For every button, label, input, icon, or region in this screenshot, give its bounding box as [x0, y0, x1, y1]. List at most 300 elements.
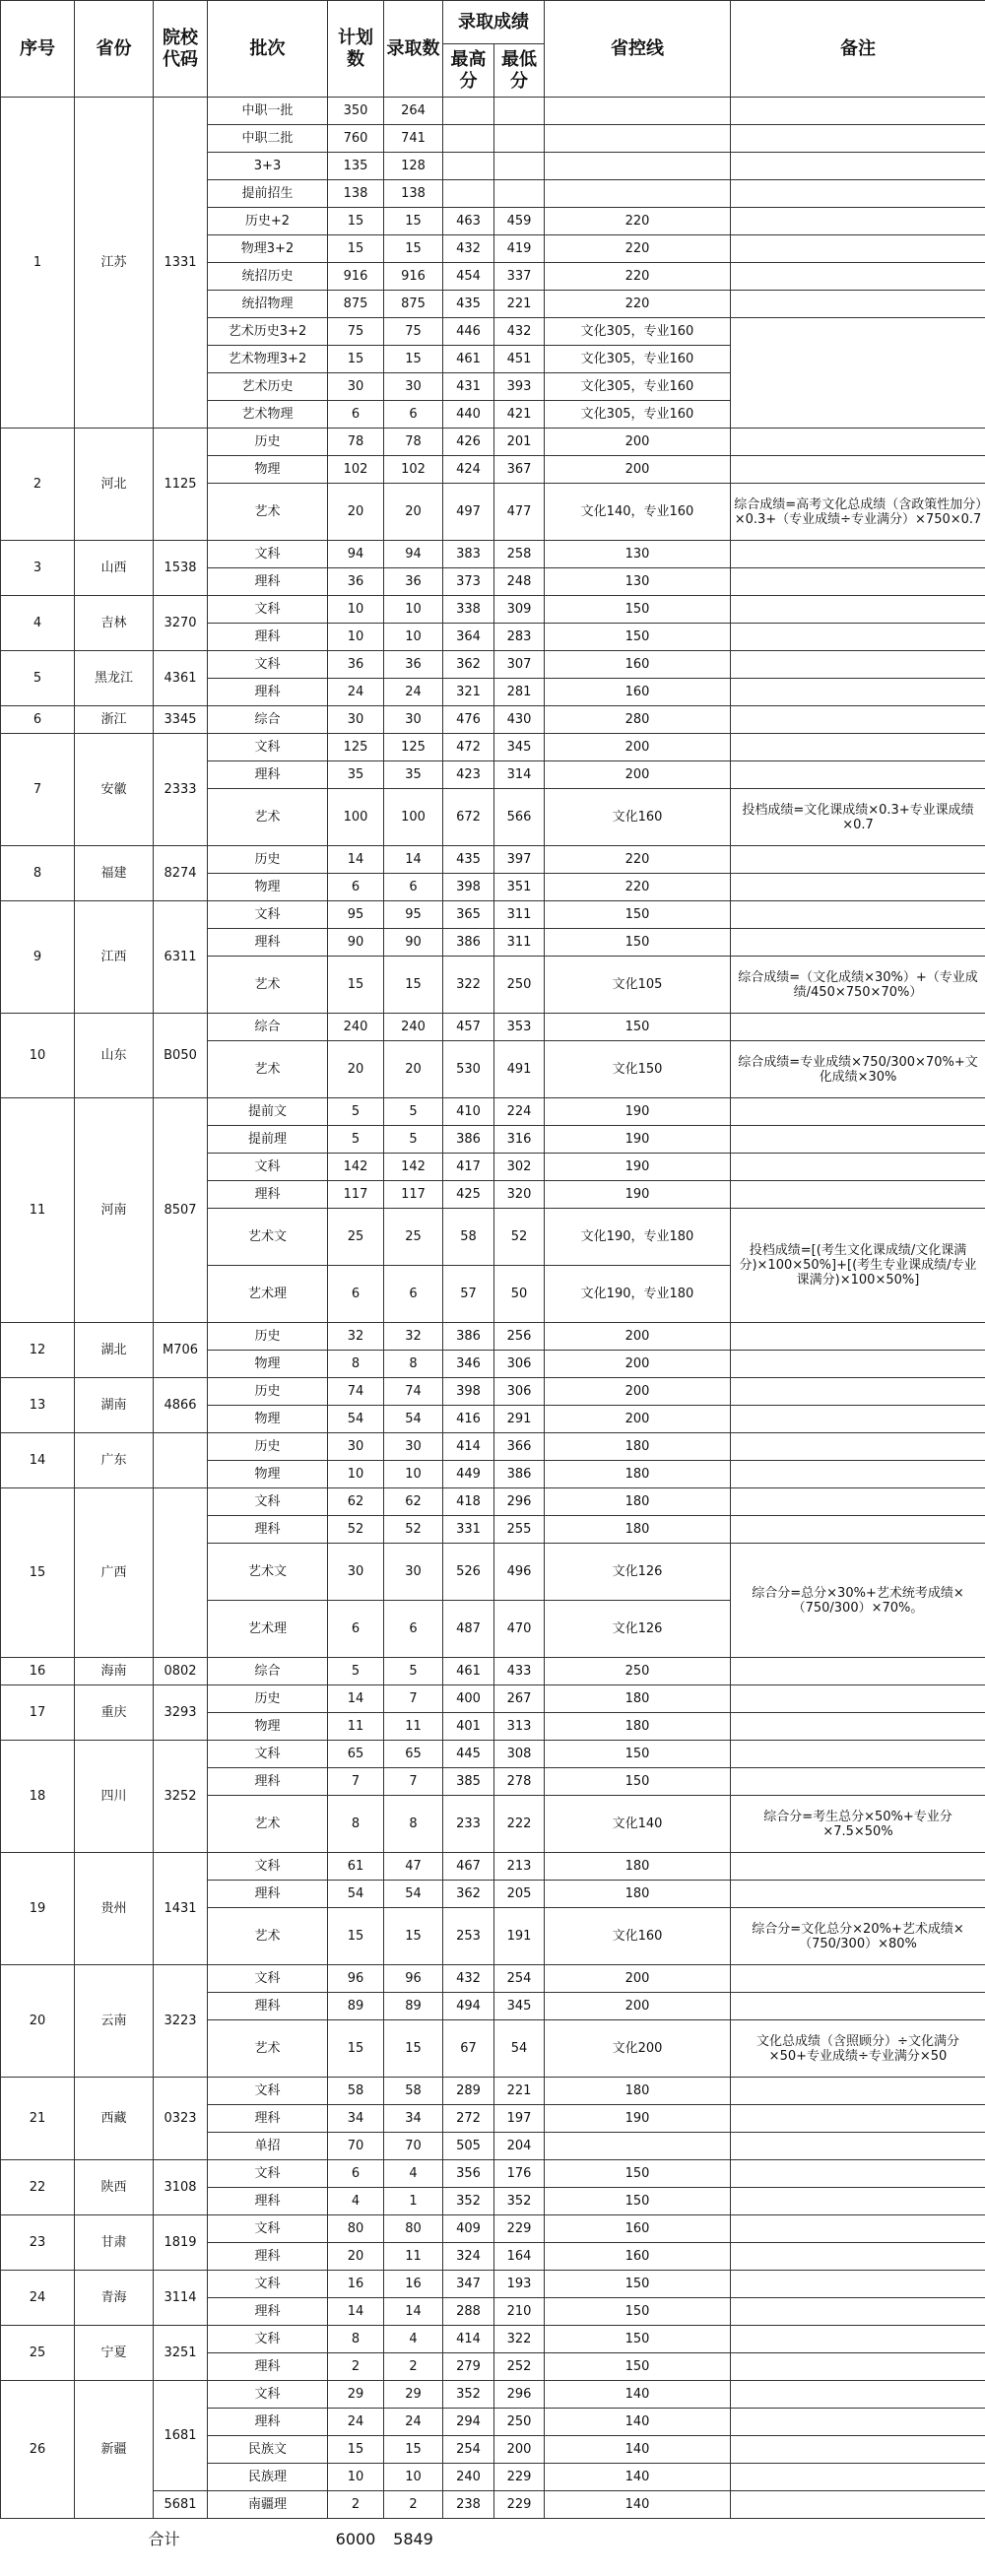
control-line-cell: 160: [545, 2243, 731, 2271]
plan-cell: 14: [328, 846, 384, 874]
header-control-line: 省控线: [545, 1, 731, 98]
max-score-cell: 423: [443, 761, 494, 789]
control-line-cell: 文化200: [545, 2020, 731, 2078]
batch-cell: 南疆理: [208, 2491, 328, 2519]
control-line-cell: 150: [545, 2298, 731, 2326]
admit-cell: 4: [384, 2326, 443, 2353]
batch-cell: 艺术: [208, 1908, 328, 1965]
province-cell: 广西: [75, 1488, 154, 1658]
note-cell: [731, 1378, 985, 1406]
province-cell: 重庆: [75, 1685, 154, 1741]
admit-cell: 7: [384, 1768, 443, 1796]
code-cell: [154, 1488, 208, 1658]
table-row: [1, 98, 985, 125]
max-score-cell: 400: [443, 1685, 494, 1713]
max-score-cell: 365: [443, 901, 494, 929]
control-line-cell: 文化105: [545, 957, 731, 1014]
min-score-cell: 397: [494, 846, 545, 874]
note-cell: 综合成绩=高考文化总成绩（含政策性加分）×0.3+（专业成绩÷专业满分）×750×0.7: [731, 484, 985, 541]
max-score-cell: 409: [443, 2215, 494, 2243]
admit-cell: 29: [384, 2381, 443, 2409]
max-score-cell: 347: [443, 2271, 494, 2298]
max-score-cell: 457: [443, 1014, 494, 1041]
province-cell: 陕西: [75, 2160, 154, 2215]
seq-cell: 6: [1, 706, 75, 734]
plan-cell: 875: [328, 291, 384, 318]
min-score-cell: 224: [494, 1098, 545, 1126]
control-line-cell: 160: [545, 679, 731, 706]
province-cell: 河北: [75, 429, 154, 541]
plan-cell: 6: [328, 2160, 384, 2188]
code-cell: 3252: [154, 1741, 208, 1853]
code-cell: 5681: [154, 2491, 208, 2519]
max-score-cell: 431: [443, 373, 494, 401]
min-score-cell: 314: [494, 761, 545, 789]
plan-cell: 24: [328, 2409, 384, 2436]
table-body: [1, 98, 985, 2519]
admit-cell: 54: [384, 1881, 443, 1908]
min-score-cell: 345: [494, 734, 545, 761]
plan-cell: 15: [328, 1908, 384, 1965]
batch-cell: 理科: [208, 624, 328, 651]
admit-cell: 741: [384, 125, 443, 153]
admit-cell: 8: [384, 1351, 443, 1378]
max-score-cell: 445: [443, 1741, 494, 1768]
header-province: 省份: [75, 1, 154, 98]
admit-cell: 20: [384, 1041, 443, 1098]
seq-cell: 5: [1, 651, 75, 706]
province-cell: 西藏: [75, 2078, 154, 2160]
note-cell: [731, 1516, 985, 1544]
note-cell: [731, 1461, 985, 1488]
max-score-cell: 417: [443, 1154, 494, 1181]
note-cell: [731, 1323, 985, 1351]
max-score-cell: 526: [443, 1544, 494, 1601]
code-cell: 1681: [154, 2381, 208, 2491]
admit-cell: 14: [384, 846, 443, 874]
note-cell: [731, 1993, 985, 2020]
code-cell: 3345: [154, 706, 208, 734]
total-label: 合计: [1, 2519, 328, 2560]
max-score-cell: 288: [443, 2298, 494, 2326]
min-score-cell: 366: [494, 1433, 545, 1461]
min-score-cell: 311: [494, 901, 545, 929]
header-min-score: 最低分: [494, 44, 545, 98]
note-cell: [731, 2105, 985, 2133]
note-cell: [731, 2326, 985, 2353]
admit-cell: 6: [384, 1266, 443, 1323]
seq-cell: 19: [1, 1853, 75, 1965]
plan-cell: 24: [328, 679, 384, 706]
min-score-cell: 367: [494, 456, 545, 484]
max-score-cell: 338: [443, 596, 494, 624]
max-score-cell: [443, 180, 494, 208]
admit-cell: 102: [384, 456, 443, 484]
min-score-cell: 430: [494, 706, 545, 734]
plan-cell: 7: [328, 1768, 384, 1796]
min-score-cell: 258: [494, 541, 545, 568]
max-score-cell: 398: [443, 874, 494, 901]
max-score-cell: [443, 153, 494, 180]
table-row: [1, 651, 985, 679]
seq-cell: 7: [1, 734, 75, 846]
table-row: [1, 846, 985, 874]
admit-cell: 916: [384, 263, 443, 291]
seq-cell: 12: [1, 1323, 75, 1378]
batch-cell: 统招物理: [208, 291, 328, 318]
note-cell: [731, 235, 985, 263]
admit-cell: 65: [384, 1741, 443, 1768]
max-score-cell: 426: [443, 429, 494, 456]
note-cell: 综合分=总分×30%+艺术统考成绩×（750/300）×70%。: [731, 1544, 985, 1658]
total-plan: 6000: [328, 2519, 384, 2560]
header-max-score: 最高分: [443, 44, 494, 98]
plan-cell: 138: [328, 180, 384, 208]
batch-cell: 提前文: [208, 1098, 328, 1126]
batch-cell: 文科: [208, 734, 328, 761]
plan-cell: 30: [328, 706, 384, 734]
plan-cell: 916: [328, 263, 384, 291]
note-cell: [731, 734, 985, 761]
admit-cell: 90: [384, 929, 443, 957]
note-cell: [731, 1181, 985, 1209]
batch-cell: 物理: [208, 456, 328, 484]
plan-cell: 125: [328, 734, 384, 761]
batch-cell: 综合: [208, 1014, 328, 1041]
batch-cell: 3+3: [208, 153, 328, 180]
note-cell: 综合分=文化总分×20%+艺术成绩×（750/300）×80%: [731, 1908, 985, 1965]
max-score-cell: 385: [443, 1768, 494, 1796]
admit-cell: 30: [384, 1433, 443, 1461]
min-score-cell: 306: [494, 1351, 545, 1378]
seq-cell: 24: [1, 2271, 75, 2326]
min-score-cell: 278: [494, 1768, 545, 1796]
control-line-cell: 文化160: [545, 1908, 731, 1965]
control-line-cell: 150: [545, 2160, 731, 2188]
max-score-cell: 414: [443, 1433, 494, 1461]
batch-cell: 理科: [208, 2409, 328, 2436]
plan-cell: 34: [328, 2105, 384, 2133]
max-score-cell: 294: [443, 2409, 494, 2436]
admit-cell: 11: [384, 1713, 443, 1741]
plan-cell: 8: [328, 1351, 384, 1378]
plan-cell: 15: [328, 208, 384, 235]
note-cell: [731, 2078, 985, 2105]
province-cell: 江苏: [75, 98, 154, 429]
plan-cell: 20: [328, 1041, 384, 1098]
max-score-cell: 530: [443, 1041, 494, 1098]
header-admit: 录取数: [384, 1, 443, 98]
max-score-cell: 352: [443, 2381, 494, 2409]
seq-cell: 15: [1, 1488, 75, 1658]
min-score-cell: 221: [494, 2078, 545, 2105]
admit-cell: 138: [384, 180, 443, 208]
admit-cell: 34: [384, 2105, 443, 2133]
plan-cell: 62: [328, 1488, 384, 1516]
plan-cell: 15: [328, 235, 384, 263]
max-score-cell: 383: [443, 541, 494, 568]
plan-cell: 5: [328, 1098, 384, 1126]
min-score-cell: 337: [494, 263, 545, 291]
control-line-cell: 180: [545, 1433, 731, 1461]
note-cell: [731, 541, 985, 568]
max-score-cell: 497: [443, 484, 494, 541]
plan-cell: 6: [328, 1266, 384, 1323]
code-cell: 2333: [154, 734, 208, 846]
min-score-cell: [494, 180, 545, 208]
batch-cell: 理科: [208, 568, 328, 596]
batch-cell: 文科: [208, 596, 328, 624]
admit-cell: 15: [384, 1908, 443, 1965]
max-score-cell: 364: [443, 624, 494, 651]
header-seq: 序号: [1, 1, 75, 98]
plan-cell: 30: [328, 1544, 384, 1601]
plan-cell: 2: [328, 2353, 384, 2381]
min-score-cell: 52: [494, 1209, 545, 1266]
note-cell: [731, 1685, 985, 1713]
table-row: [1, 1741, 985, 1768]
table-row: [1, 541, 985, 568]
control-line-cell: 220: [545, 874, 731, 901]
control-line-cell: 220: [545, 235, 731, 263]
province-cell: 甘肃: [75, 2215, 154, 2271]
admit-cell: 20: [384, 484, 443, 541]
note-cell: 综合分=考生总分×50%+专业分×7.5×50%: [731, 1796, 985, 1853]
plan-cell: 100: [328, 789, 384, 846]
table-row: [1, 2326, 985, 2353]
control-line-cell: 200: [545, 1351, 731, 1378]
note-cell: [731, 1488, 985, 1516]
max-score-cell: 435: [443, 291, 494, 318]
plan-cell: 35: [328, 761, 384, 789]
min-score-cell: [494, 98, 545, 125]
admit-cell: 15: [384, 208, 443, 235]
note-cell: [731, 2188, 985, 2215]
batch-cell: 理科: [208, 1181, 328, 1209]
control-line-cell: 180: [545, 1713, 731, 1741]
batch-cell: 物理3+2: [208, 235, 328, 263]
batch-cell: 物理: [208, 1713, 328, 1741]
batch-cell: 文科: [208, 651, 328, 679]
note-cell: [731, 2243, 985, 2271]
note-cell: [731, 2160, 985, 2188]
min-score-cell: 256: [494, 1323, 545, 1351]
min-score-cell: 322: [494, 2326, 545, 2353]
control-line-cell: 文化160: [545, 789, 731, 846]
admit-cell: 58: [384, 2078, 443, 2105]
control-line-cell: 140: [545, 2464, 731, 2491]
note-cell: [731, 929, 985, 957]
plan-cell: 36: [328, 568, 384, 596]
plan-cell: 117: [328, 1181, 384, 1209]
header-note: 备注: [731, 1, 985, 98]
note-cell: [731, 1154, 985, 1181]
max-score-cell: 57: [443, 1266, 494, 1323]
plan-cell: 16: [328, 2271, 384, 2298]
min-score-cell: 309: [494, 596, 545, 624]
max-score-cell: 331: [443, 1516, 494, 1544]
batch-cell: 民族理: [208, 2464, 328, 2491]
batch-cell: 艺术: [208, 1041, 328, 1098]
total-blank: [443, 2519, 985, 2560]
admit-cell: 5: [384, 1126, 443, 1154]
province-cell: 河南: [75, 1098, 154, 1323]
max-score-cell: 373: [443, 568, 494, 596]
batch-cell: 中职一批: [208, 98, 328, 125]
min-score-cell: 296: [494, 2381, 545, 2409]
batch-cell: 历史: [208, 1378, 328, 1406]
note-cell: 文化总成绩（含照顾分）÷文化满分×50+专业成绩÷专业满分×50: [731, 2020, 985, 2078]
max-score-cell: 254: [443, 2436, 494, 2464]
min-score-cell: 496: [494, 1544, 545, 1601]
plan-cell: 14: [328, 2298, 384, 2326]
note-cell: [731, 1433, 985, 1461]
batch-cell: 艺术文: [208, 1544, 328, 1601]
min-score-cell: 313: [494, 1713, 545, 1741]
table-row: [1, 1853, 985, 1881]
batch-cell: 文科: [208, 2381, 328, 2409]
admit-cell: 1: [384, 2188, 443, 2215]
plan-cell: 96: [328, 1965, 384, 1993]
plan-cell: 32: [328, 1323, 384, 1351]
seq-cell: 2: [1, 429, 75, 541]
control-line-cell: 200: [545, 456, 731, 484]
seq-cell: 4: [1, 596, 75, 651]
control-line-cell: 130: [545, 568, 731, 596]
control-line-cell: 150: [545, 2353, 731, 2381]
note-cell: [731, 846, 985, 874]
min-score-cell: 176: [494, 2160, 545, 2188]
max-score-cell: 494: [443, 1993, 494, 2020]
min-score-cell: 419: [494, 235, 545, 263]
min-score-cell: 296: [494, 1488, 545, 1516]
province-cell: 湖南: [75, 1378, 154, 1433]
max-score-cell: 322: [443, 957, 494, 1014]
control-line-cell: 文化140: [545, 1796, 731, 1853]
batch-cell: 文科: [208, 1853, 328, 1881]
plan-cell: 15: [328, 957, 384, 1014]
note-cell: [731, 429, 985, 456]
note-cell: [731, 2298, 985, 2326]
control-line-cell: 180: [545, 1516, 731, 1544]
admit-cell: 94: [384, 541, 443, 568]
max-score-cell: 424: [443, 456, 494, 484]
min-score-cell: 308: [494, 1741, 545, 1768]
batch-cell: 理科: [208, 1516, 328, 1544]
min-score-cell: 307: [494, 651, 545, 679]
table-row: [1, 1098, 985, 1126]
batch-cell: 艺术: [208, 957, 328, 1014]
min-score-cell: 306: [494, 1378, 545, 1406]
min-score-cell: 451: [494, 346, 545, 373]
code-cell: 4361: [154, 651, 208, 706]
province-cell: 湖北: [75, 1323, 154, 1378]
plan-cell: 142: [328, 1154, 384, 1181]
batch-cell: 文科: [208, 2271, 328, 2298]
admit-cell: 70: [384, 2133, 443, 2160]
province-cell: 云南: [75, 1965, 154, 2078]
seq-cell: 10: [1, 1014, 75, 1098]
min-score-cell: 229: [494, 2491, 545, 2519]
plan-cell: 15: [328, 2436, 384, 2464]
batch-cell: 历史: [208, 1685, 328, 1713]
table-row: [1, 734, 985, 761]
plan-cell: 2: [328, 2491, 384, 2519]
province-cell: 浙江: [75, 706, 154, 734]
admit-cell: 78: [384, 429, 443, 456]
max-score-cell: 386: [443, 1126, 494, 1154]
max-score-cell: 425: [443, 1181, 494, 1209]
batch-cell: 中职二批: [208, 125, 328, 153]
control-line-cell: [545, 98, 731, 125]
control-line-cell: 180: [545, 2078, 731, 2105]
min-score-cell: 164: [494, 2243, 545, 2271]
admit-cell: 8: [384, 1796, 443, 1853]
note-cell: [731, 1098, 985, 1126]
admit-cell: 14: [384, 2298, 443, 2326]
admit-cell: 80: [384, 2215, 443, 2243]
admit-cell: 4: [384, 2160, 443, 2188]
control-line-cell: 160: [545, 651, 731, 679]
control-line-cell: 180: [545, 1853, 731, 1881]
max-score-cell: 476: [443, 706, 494, 734]
note-cell: [731, 706, 985, 734]
batch-cell: 提前理: [208, 1126, 328, 1154]
note-cell: [731, 125, 985, 153]
control-line-cell: 文化305，专业160: [545, 401, 731, 429]
table-row: [1, 2160, 985, 2188]
control-line-cell: 文化126: [545, 1544, 731, 1601]
plan-cell: 89: [328, 1993, 384, 2020]
note-cell: [731, 1713, 985, 1741]
min-score-cell: 311: [494, 929, 545, 957]
admit-cell: 117: [384, 1181, 443, 1209]
plan-cell: 90: [328, 929, 384, 957]
plan-cell: 58: [328, 2078, 384, 2105]
note-cell: [731, 2409, 985, 2436]
plan-cell: 350: [328, 98, 384, 125]
min-score-cell: 205: [494, 1881, 545, 1908]
table-row: [1, 1965, 985, 1993]
batch-cell: 艺术: [208, 789, 328, 846]
min-score-cell: 204: [494, 2133, 545, 2160]
control-line-cell: 180: [545, 1881, 731, 1908]
admit-cell: 11: [384, 2243, 443, 2271]
control-line-cell: 文化190，专业180: [545, 1266, 731, 1323]
min-score-cell: 50: [494, 1266, 545, 1323]
control-line-cell: 文化126: [545, 1601, 731, 1658]
min-score-cell: 566: [494, 789, 545, 846]
max-score-cell: 463: [443, 208, 494, 235]
seq-cell: 9: [1, 901, 75, 1014]
control-line-cell: 140: [545, 2409, 731, 2436]
max-score-cell: 324: [443, 2243, 494, 2271]
min-score-cell: 281: [494, 679, 545, 706]
max-score-cell: 352: [443, 2188, 494, 2215]
plan-cell: 20: [328, 2243, 384, 2271]
batch-cell: 理科: [208, 1881, 328, 1908]
code-cell: [154, 1433, 208, 1488]
batch-cell: 历史: [208, 846, 328, 874]
seq-cell: 16: [1, 1658, 75, 1685]
code-cell: 4866: [154, 1378, 208, 1433]
table-row: [1, 1488, 985, 1516]
code-cell: 3270: [154, 596, 208, 651]
plan-cell: 8: [328, 1796, 384, 1853]
note-cell: [731, 180, 985, 208]
plan-cell: 14: [328, 1685, 384, 1713]
max-score-cell: 272: [443, 2105, 494, 2133]
